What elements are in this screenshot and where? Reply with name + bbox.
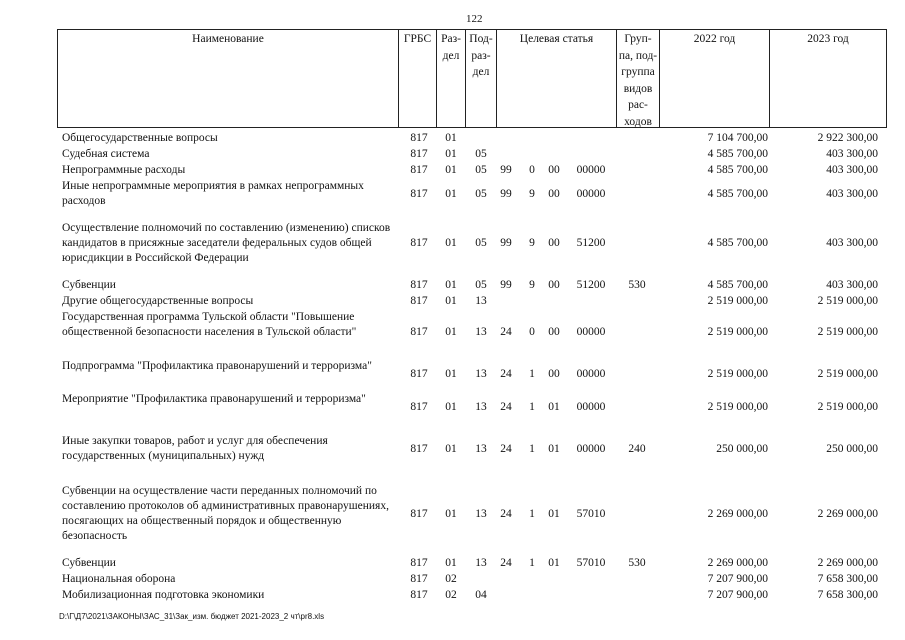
cell-y22: 250 000,00 (716, 442, 768, 455)
cell-grbs: 817 (410, 573, 428, 585)
cell-grbs: 817 (410, 295, 428, 307)
cell-razd: 01 (445, 237, 457, 249)
cell-y22: 4 585 700,00 (707, 148, 768, 160)
cell-c1: 24 (500, 367, 512, 380)
cell-name: Субвенции (62, 279, 116, 291)
table-row (0, 484, 905, 544)
cell-y23: 2 922 300,00 (817, 132, 878, 144)
cell-razd: 01 (445, 132, 457, 144)
cell-c2: 9 (529, 187, 535, 200)
cell-podr: 13 (475, 557, 487, 569)
cell-name: Непрограммные расходы (62, 164, 186, 176)
cell-grbs: 817 (410, 132, 428, 144)
cell-name: Субвенции (62, 557, 116, 569)
cell-c1: 24 (500, 557, 512, 569)
cell-razd: 01 (445, 187, 457, 200)
cell-y23: 403 300,00 (826, 237, 878, 249)
cell-c4: 00000 (576, 326, 606, 338)
cell-c2: 1 (529, 442, 535, 455)
cell-c1: 24 (500, 326, 512, 338)
cell-grbs: 817 (410, 400, 428, 413)
cell-name: Судебная система (62, 148, 150, 160)
cell-c4: 57010 (576, 557, 606, 569)
cell-c3: 00 (548, 164, 560, 176)
cell-c3: 00 (548, 326, 560, 338)
cell-podr: 13 (475, 367, 487, 380)
cell-c1: 24 (500, 400, 512, 413)
cell-c2: 9 (529, 237, 535, 249)
cell-grp: 240 (628, 442, 646, 455)
cell-c4: 00000 (576, 400, 606, 413)
cell-y23: 403 300,00 (826, 148, 878, 160)
cell-grbs: 817 (410, 589, 428, 601)
cell-y23: 7 658 300,00 (817, 589, 878, 601)
cell-y23: 403 300,00 (826, 279, 878, 291)
cell-grbs: 817 (410, 326, 428, 338)
table-row (0, 310, 905, 355)
cell-grbs: 817 (410, 279, 428, 291)
cell-grp: 530 (628, 557, 646, 569)
cell-y23: 403 300,00 (826, 164, 878, 176)
cell-c2: 0 (529, 164, 535, 176)
header-razdel: Раз- дел (441, 33, 461, 62)
cell-grbs: 817 (410, 164, 428, 176)
cell-c3: 00 (548, 279, 560, 291)
cell-c2: 0 (529, 326, 535, 338)
cell-c4: 00000 (576, 367, 606, 380)
cell-razd: 01 (445, 507, 457, 520)
cell-c3: 01 (548, 557, 560, 569)
cell-c4: 00000 (576, 187, 606, 200)
cell-razd: 01 (445, 367, 457, 380)
cell-y22: 4 585 700,00 (707, 187, 768, 200)
cell-c4: 00000 (576, 442, 606, 455)
cell-grbs: 817 (410, 237, 428, 249)
cell-y22: 2 519 000,00 (707, 400, 768, 413)
cell-c2: 1 (529, 367, 535, 380)
cell-podr: 05 (475, 187, 487, 200)
cell-grbs: 817 (410, 187, 428, 200)
cell-c3: 00 (548, 367, 560, 380)
cell-podr: 13 (475, 326, 487, 338)
cell-c3: 01 (548, 400, 560, 413)
cell-name: Национальная оборона (62, 573, 176, 585)
cell-c1: 99 (500, 164, 512, 176)
cell-c4: 57010 (576, 507, 606, 520)
cell-name: Иные непрограммные мероприятия в рамках непрограммных расходов (62, 180, 364, 207)
cell-y22: 7 207 900,00 (707, 589, 768, 601)
cell-name: Мобилизационная подготовка экономики (62, 589, 265, 601)
cell-grp: 530 (628, 279, 646, 291)
cell-y22: 4 585 700,00 (707, 164, 768, 176)
cell-y22: 4 585 700,00 (707, 237, 768, 249)
header-2022: 2022 год (693, 33, 736, 45)
table-row (0, 147, 905, 162)
cell-name: Иные закупки товаров, работ и услуг для обеспечения государственных (муниципальных) нужд (62, 435, 328, 462)
header-2023: 2023 год (807, 33, 849, 45)
table-row (0, 278, 905, 293)
header-grbs: ГРБС (403, 33, 432, 45)
cell-y22: 7 104 700,00 (707, 132, 768, 144)
cell-c1: 24 (500, 507, 512, 520)
cell-podr: 05 (475, 279, 487, 291)
cell-name: Государственная программа Тульской области "Повышение общественной безопасности населения в Тульской области" (62, 311, 357, 338)
cell-grbs: 817 (410, 507, 428, 520)
cell-razd: 01 (445, 148, 457, 160)
header-gruppa: Груп- па, под- группа видов рас- ходов (618, 33, 658, 128)
cell-y23: 2 269 000,00 (817, 507, 878, 520)
cell-name: Общегосударственные вопросы (62, 132, 218, 144)
cell-name: Субвенции на осуществление части переданных полномочий по составлению протоколов об административных правонарушениях, посягающих на общественный порядок и общественную безопасность (62, 485, 389, 542)
cell-podr: 05 (475, 237, 487, 249)
cell-y23: 250 000,00 (826, 442, 878, 455)
table-row (0, 359, 905, 389)
cell-y23: 2 519 000,00 (817, 295, 878, 307)
cell-podr: 13 (475, 400, 487, 413)
cell-razd: 01 (445, 400, 457, 413)
cell-grbs: 817 (410, 367, 428, 380)
cell-c1: 99 (500, 187, 512, 200)
cell-c3: 01 (548, 507, 560, 520)
cell-podr: 13 (475, 442, 487, 455)
cell-podr: 13 (475, 507, 487, 520)
table-row (0, 131, 905, 146)
cell-c2: 1 (529, 507, 535, 520)
cell-c4: 51200 (576, 237, 606, 249)
cell-podr: 05 (475, 148, 487, 160)
page-number: 122 (466, 13, 483, 25)
cell-c1: 99 (500, 279, 512, 291)
cell-y23: 2 519 000,00 (817, 326, 878, 338)
cell-c3: 00 (548, 237, 560, 249)
cell-razd: 01 (445, 164, 457, 176)
cell-razd: 02 (445, 589, 457, 601)
cell-name: Осуществление полномочий по составлению (изменению) списков кандидатов в присяжные заседатели федеральных судов общей юрисдикции в Российской Федерации (62, 222, 391, 264)
cell-c3: 00 (548, 187, 560, 200)
cell-y23: 2 519 000,00 (817, 400, 878, 413)
cell-razd: 01 (445, 326, 457, 338)
table-row (0, 221, 905, 266)
table-row (0, 392, 905, 422)
cell-y22: 2 519 000,00 (707, 367, 768, 380)
cell-c2: 9 (529, 279, 535, 291)
cell-podr: 04 (475, 589, 487, 601)
table-row (0, 556, 905, 571)
cell-c4: 51200 (576, 279, 606, 291)
cell-razd: 01 (445, 279, 457, 291)
table-row (0, 179, 905, 209)
cell-grbs: 817 (410, 557, 428, 569)
cell-razd: 01 (445, 557, 457, 569)
cell-y23: 7 658 300,00 (817, 573, 878, 585)
cell-y22: 7 207 900,00 (707, 573, 768, 585)
col-divider (886, 29, 887, 128)
cell-c1: 24 (500, 442, 512, 455)
cell-c2: 1 (529, 557, 535, 569)
cell-y22: 2 519 000,00 (707, 326, 768, 338)
file-path: D:\Г\Д7\2021\ЗАКОНЫ\ЗАС_31\Зак_изм. бюджет 2021-2023_2 чт\pr8.xls (59, 612, 325, 621)
cell-podr: 13 (475, 295, 487, 307)
cell-razd: 02 (445, 573, 457, 585)
cell-razd: 01 (445, 295, 457, 307)
cell-y22: 2 269 000,00 (707, 557, 768, 569)
table-row (0, 434, 905, 464)
cell-c3: 01 (548, 442, 560, 455)
cell-y22: 2 519 000,00 (707, 295, 768, 307)
cell-c1: 99 (500, 237, 512, 249)
cell-c2: 1 (529, 400, 535, 413)
table-row (0, 572, 905, 587)
cell-y23: 2 269 000,00 (817, 557, 878, 569)
cell-y22: 2 269 000,00 (707, 507, 768, 520)
cell-grbs: 817 (410, 148, 428, 160)
cell-y22: 4 585 700,00 (707, 279, 768, 291)
cell-c4: 00000 (576, 164, 606, 176)
table-row (0, 163, 905, 178)
table-row (0, 294, 905, 309)
header-tselevaya-statya: Целевая статья (519, 33, 594, 45)
cell-name: Другие общегосударственные вопросы (62, 295, 254, 307)
cell-razd: 01 (445, 442, 457, 455)
cell-name: Мероприятие "Профилактика правонарушений и терроризма" (62, 393, 366, 405)
cell-name: Подпрограмма "Профилактика правонарушений и терроризма" (62, 360, 372, 372)
header-podrazdel: Под- раз- дел (469, 33, 493, 78)
cell-y23: 403 300,00 (826, 187, 878, 200)
cell-y23: 2 519 000,00 (817, 367, 878, 380)
table-row (0, 588, 905, 603)
cell-podr: 05 (475, 164, 487, 176)
header-name: Наименование (192, 33, 264, 45)
cell-grbs: 817 (410, 442, 428, 455)
